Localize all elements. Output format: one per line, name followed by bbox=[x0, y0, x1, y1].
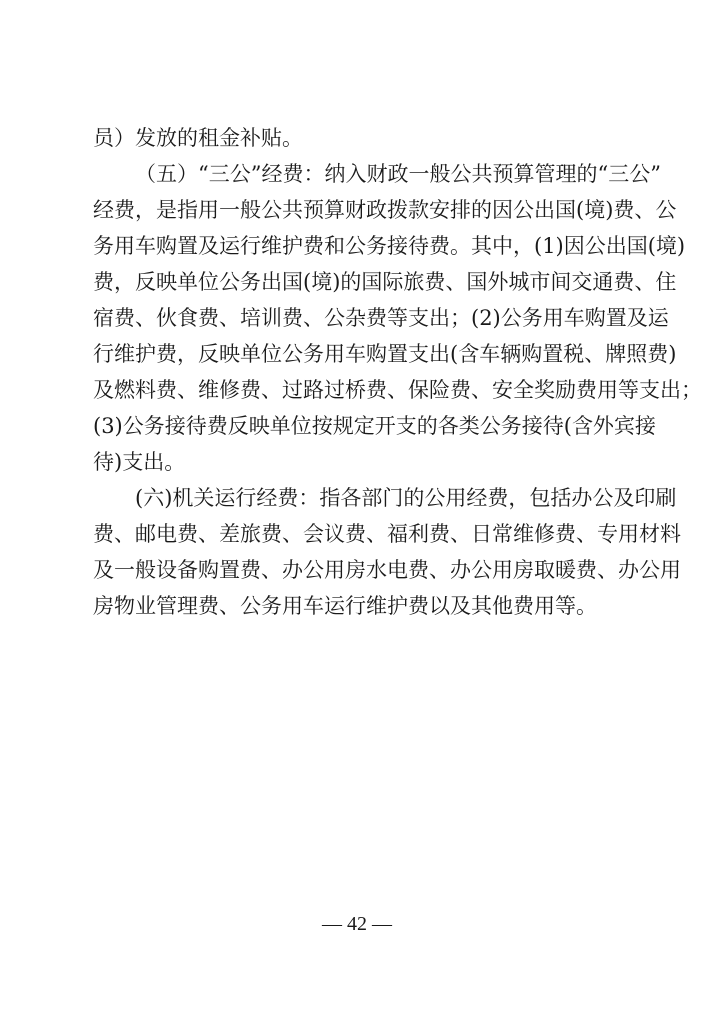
page-number: — 42 — bbox=[322, 913, 392, 935]
text-line-8: 及燃料费、维修费、过路过桥费、保险费、安全奖励费用等支出； bbox=[93, 378, 702, 402]
text-line-4: 务用车购置及运行维护费和公务接待费。其中，(1)因公出国(境) bbox=[93, 234, 686, 258]
text-line-3: 经费，是指用一般公共预算财政拨款安排的因公出国(境)费、公 bbox=[93, 198, 677, 222]
text-line-7: 行维护费，反映单位公务用车购置支出(含车辆购置税、牌照费) bbox=[93, 342, 677, 366]
text-line-11: (六)机关运行经费：指各部门的公用经费，包括办公及印刷 bbox=[135, 486, 677, 510]
text-line-5: 费，反映单位公务出国(境)的国际旅费、国外城市间交通费、住 bbox=[93, 270, 677, 294]
text-line-6: 宿费、伙食费、培训费、公杂费等支出；(2)公务用车购置及运 bbox=[93, 306, 669, 330]
text-line-1: 员）发放的租金补贴。 bbox=[93, 126, 303, 150]
text-line-9: (3)公务接待费反映单位按规定开支的各类公务接待(含外宾接 bbox=[93, 414, 656, 438]
text-line-2: （五）“三公”经费：纳入财政一般公共预算管理的“三公” bbox=[135, 162, 661, 186]
text-line-10: 待)支出。 bbox=[93, 450, 186, 474]
text-line-14: 房物业管理费、公务用车运行维护费以及其他费用等。 bbox=[93, 594, 597, 618]
text-line-13: 及一般设备购置费、办公用房水电费、办公用房取暖费、办公用 bbox=[93, 558, 681, 582]
text-line-12: 费、邮电费、差旅费、会议费、福利费、日常维修费、专用材料 bbox=[93, 522, 681, 546]
